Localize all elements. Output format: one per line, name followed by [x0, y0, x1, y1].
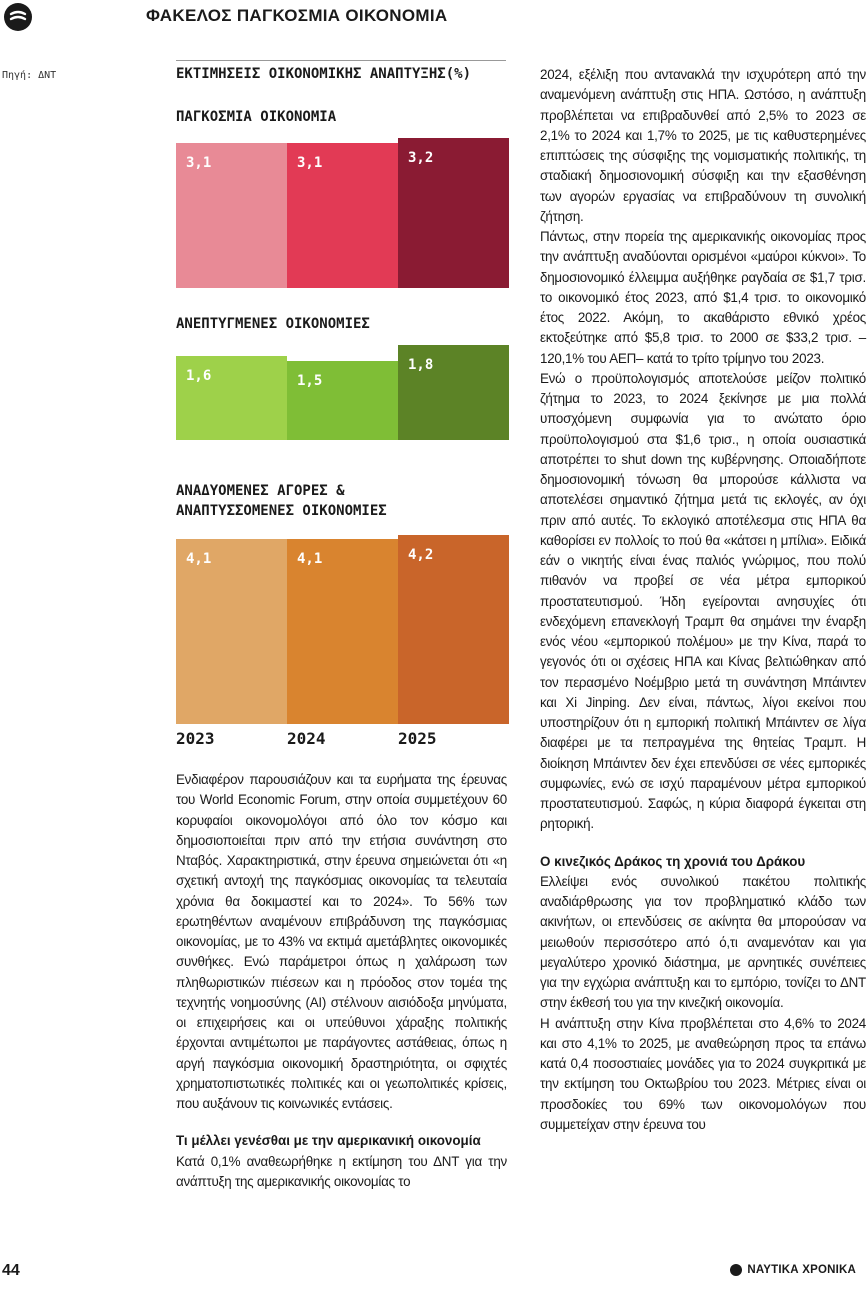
brand-name: ΝΑΥΤΙΚΑ ΧΡΟΝΙΚΑ	[747, 1264, 856, 1276]
year-label-2024: 2024	[287, 729, 326, 748]
paragraph: Ελλείψει ενός συνολικού πακέτου πολιτικής αναδιάρθρωσης για τον προβληματικό κλάδο των ακινήτων, οι επενδύσεις σε ακίνητα θα μπορούσαν να μειωθούν περισσότερο από ό,τι αναμενόταν και για μεγαλύτερο χρονικό διάστημα, με αρνητικές συνέπειες για την εγχώρια ανάπτυξη και το εμπόριο, τονίζει το ΔΝΤ στην έκθεσή του για την κινεζική οικονομία.	[540, 873, 866, 1011]
chart-value-label: 1,5	[297, 373, 323, 389]
chart-value-label: 3,2	[408, 150, 434, 166]
chart-group-title-emerging	[176, 481, 387, 521]
subheading-china-dragon: Ο κινεζικός Δράκος τη χρονιά του Δράκου	[540, 853, 806, 869]
chart-group-title-advanced: ΑΝΕΠΤΥΓΜΕΝΕΣ ΟΙΚΟΝΟΜΙΕΣ	[176, 316, 370, 332]
paragraph: Η ανάπτυξη στην Κίνα προβλέπεται στο 4,6% το 2024 και στο 4,1% το 2025, με αναθεώρηση προς τα επάνω κατά 0,4 ποσοστιαίες μονάδες για το 2024 συγκριτικά με την εκτίμηση του Οκτωβρίου του 2023. Μέτριες είναι οι προσδοκίες του 69% των οικονομολόγων που συμμετείχαν στην έρευνα του	[540, 1015, 866, 1132]
chart-bar-2025	[398, 535, 509, 724]
chart-value-label: 4,1	[186, 551, 212, 567]
chart-value-label: 4,1	[297, 551, 323, 567]
section-title: ΦΑΚΕΛΟΣ ΠΑΓΚΟΣΜΙΑ ΟΙΚΟΝΟΜΙΑ	[146, 6, 448, 25]
subheading-us-economy: Τι μέλλει γενέσθαι με την αμερικανική οικονομία	[176, 1133, 481, 1149]
chart-value-label: 1,8	[408, 357, 434, 373]
paragraph: Ενδιαφέρον παρουσιάζουν και τα ευρήματα της έρευνας του World Economic Forum, στην οποία συμμετέχουν 60 κορυφαίοι οικονομολόγοι από όλο τον κόσμο και δημοσιοποιείται πριν από την ετήσια συνάντηση στο Νταβός. Χαρακτηριστικά, στην έρευνα σημειώνεται ότι «η σχετική αντοχή της παγκόσμιας οικονομίας τα τελευταία χρόνια θα δοκιμαστεί και το 2024». Το 56% των ερωτηθέντων αναμένουν επιβράδυνση της παγκόσμιας οικονομίας, με το 43% να εκτιμά αμετάβλητες οικονομικές συνθήκες. Ενώ παράμετροι όπως η χαλάρωση των πληθωριστικών πιέσεων και η πρόοδος στον τομέα της τεχνητής νοημοσύνης (AI) στέλνουν αισιόδοξα μηνύματα, οι επιχειρήσεις και οι υπεύθυνοι χάραξης πολιτικής έρχονται αντιμέτωποι με παράγοντες αστάθειας, όπως η αργή παγκόσμια οικονομική δραστηριότητα, οι σφιχτές χρηματοπιστωτικές πολιτικές και οι γεωπολιτικές κρίσεις, που αυξάνουν τις κοινωνικές εντάσεις.	[176, 772, 507, 1111]
paragraph: 2024, εξέλιξη που αντανακλά την ισχυρότερη από την αναμενόμενη ανάπτυξη στις ΗΠΑ. Ωστόσο, η ανάπτυξη προβλέπεται να επιβραδυνθεί από 2,5% το 2023 σε 2,1% το 2024 και 1,7% το 2025, με τις καθυστερημένες επιπτώσεις της σύσφιξης της νομισματικής πολιτικής, τη σταδιακή δημοσιονομική σύσφιξη και την εξασθένηση των αγορών εργασίας να επιβραδύνουν τη συνολική ζήτηση.	[540, 67, 866, 224]
chart-value-label: 4,2	[408, 547, 434, 563]
paragraph: Ενώ ο προϋπολογισμός αποτελούσε μείζον πολιτικό ζήτημα το 2023, το 2024 ξεκίνησε με μια πολλά υποσχόμενη συμφωνία για το ανώτατο όριο προϋπολογισμού στα $1,6 τρισ., η οποία ουσιαστικά αποτρέπει το shut down της κυβέρνησης. Οποιαδήποτε δημοσιονομική τόνωση θα μπορούσε κάλλιστα να αποτελέσει σημαντικό ζήτημα μετά τις εκλογές, αν όχι πριν από αυτές. Το εκλογικό αποτέλεσμα στις ΗΠΑ θα καθορίσει εν πολλοίς το πού θα «κάτσει η μπίλια». Ειδικά εάν ο νικητής είναι ένας παλιός γνώριμος, που πολύ πιθανόν να προβεί σε νέα μέτρα εμπορικού προστατευτισμού. Ήδη εγείρονται ανησυχίες ότι ενδεχόμενη επανεκλογή Τραμπ θα σημάνει την έναρξη ενός νέου «εμπορικού πολέμου» με την Κίνα, παρά το γεγονός ότι οι σχέσεις ΗΠΑ και Κίνας βελτιώθηκαν από τον περασμένο Νοέμβριο μετά τη συνάντηση Μπάιντεν και Xi Jinping. Δεν είναι, πάντως, λίγοι εκείνοι που υποστηρίζουν ότι η εμπορική πολιτική Μπάιντεν σε λίγα διαφέρει με τα πεπραγμένα της θητείας Τραμπ. Η διοίκηση Μπάιντεν δεν έχει επενδύσει σε νέες εμπορικές συμφωνίες, ενώ σε ισχύ παραμένουν μέτρα εμπορικού προστατευτισμού. Σαφώς, η κύρια διαφορά έγκειται στη ρητορική.	[540, 370, 866, 832]
chart-world-economy	[176, 138, 506, 288]
left-article-column	[176, 770, 507, 1192]
chart-group-title-emerging-line2: ΑΝΑΠΤΥΣΣΟΜΕΝΕΣ ΟΙΚΟΝΟΜΙΕΣ	[176, 503, 387, 519]
chart-title: ΕΚΤΙΜΗΣΕΙΣ ΟΙΚΟΝΟΜΙΚΗΣ ΑΝΑΠΤΥΞΗΣ(%)	[176, 66, 472, 82]
chart-emerging-economies	[176, 535, 506, 724]
chart-source: Πηγή: ΔΝΤ	[2, 70, 57, 81]
chart-group-title-emerging-line1: ΑΝΑΔΥΟΜΕΝΕΣ ΑΓΟΡΕΣ &	[176, 483, 345, 499]
paragraph: Πάντως, στην πορεία της αμερικανικής οικονομίας προς την ανάπτυξη αναδύονται ορισμένοι «μαύροι κύκνοι». Το δημοσιονομικό έλλειμμα αυξήθηκε ραγδαία σε $1,7 τρισ. το οικονομικό έτος 2023, από $1,4 τρισ. το οικονομικό έτος 2022. Ακόμη, το ακαθάριστο εθνικό χρέος εκτοξεύτηκε από $5,8 τρισ. το 2000 σε $33,2 τρισ. –120,1% του ΑΕΠ– κατά το τρίτο τρίμηνο του 2023.	[540, 229, 866, 366]
top-rule	[176, 60, 506, 61]
paragraph: Κατά 0,1% αναθεωρήθηκε η εκτίμηση του ΔΝΤ για την ανάπτυξη της αμερικανικής οικονομίας το	[176, 1153, 507, 1189]
chart-advanced-economies	[176, 345, 506, 440]
chart-group-title-world: ΠΑΓΚΟΣΜΙΑ ΟΙΚΟΝΟΜΙΑ	[176, 109, 337, 125]
year-label-2025: 2025	[398, 729, 437, 748]
chart-value-label: 1,6	[186, 368, 212, 384]
publication-logo-icon	[4, 3, 32, 31]
chart-value-label: 3,1	[297, 155, 323, 171]
chart-value-label: 3,1	[186, 155, 212, 171]
brand-footer	[730, 1264, 856, 1276]
page-number: 44	[2, 1262, 20, 1279]
right-article-column	[540, 65, 866, 1135]
year-label-2023: 2023	[176, 729, 215, 748]
brand-logo-icon	[730, 1264, 742, 1276]
